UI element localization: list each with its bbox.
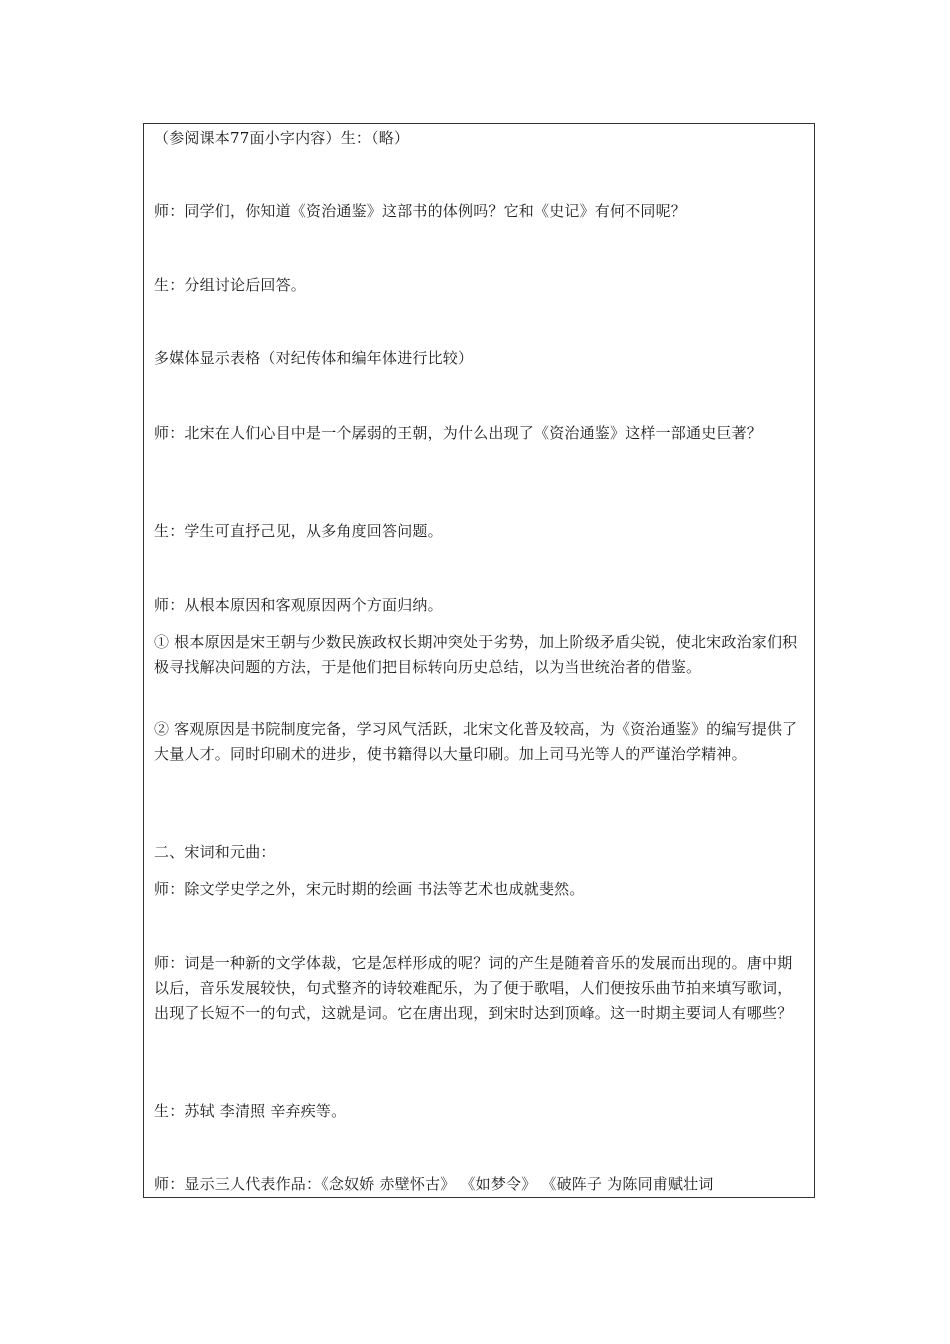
paragraph-teacher-summary: 师：从根本原因和客观原因两个方面归纳。 — [154, 596, 443, 614]
paragraph-teacher-works: 师：显示三人代表作品：《念奴娇 赤壁怀古》 《如梦令》 《破阵子 为陈同甫赋壮词 — [154, 1175, 714, 1193]
paragraph-student-answer: 生：学生可直抒己见，从多角度回答问题。 — [154, 522, 443, 540]
paragraph-root-cause: ① 根本原因是宋王朝与少数民族政权长期冲突处于劣势，加上阶级矛盾尖锐，使北宋政治家们积极寻找解决问题的方法，于是他们把目标转向历史总结，以为当世统治者的借鉴。 — [154, 633, 798, 676]
paragraph-student-group-discussion: 生：分组讨论后回答。 — [154, 276, 307, 294]
paragraph-teacher-question-northern-song: 师：北宋在人们心目中是一个孱弱的王朝，为什么出现了《资治通鉴》这样一部通史巨著？ — [154, 424, 763, 442]
paragraph-teacher-question-tizhi: 师：同学们，你知道《资治通鉴》这部书的体例吗？它和《史记》有何不同呢？ — [154, 202, 687, 220]
paragraph-teacher-ci-origin: 师：词是一种新的文学体裁，它是怎样形成的呢？词的产生是随着音乐的发展而出现的。唐中期以后，音乐发展较快，句式整齐的诗较难配乐，为了便于歌唱，人们便按乐曲节拍来填写歌词，出现了长短不一的句式，这就是词。它在唐出现，到宋时达到顶峰。这一时期主要词人有哪些？ — [154, 954, 793, 1022]
paragraph-reference-note: （参阅课本77面小字内容）生：（略） — [154, 129, 410, 147]
paragraph-multimedia-table: 多媒体显示表格（对纪传体和编年体进行比较） — [154, 349, 474, 367]
paragraph-student-poets: 生：苏轼 李清照 辛弃疾等。 — [154, 1102, 347, 1120]
paragraph-teacher-arts: 师：除文学史学之外，宋元时期的绘画 书法等艺术也成就斐然。 — [154, 880, 585, 898]
document-table-cell — [143, 123, 815, 1198]
section-heading-song-ci-yuan-qu: 二、宋词和元曲： — [154, 843, 276, 861]
paragraph-objective-cause: ② 客观原因是书院制度完备，学习风气活跃，北宋文化普及较高，为《资治通鉴》的编写提供了大量人才。同时印刷术的进步，使书籍得以大量印刷。加上司马光等人的严谨治学精神。 — [154, 720, 798, 763]
